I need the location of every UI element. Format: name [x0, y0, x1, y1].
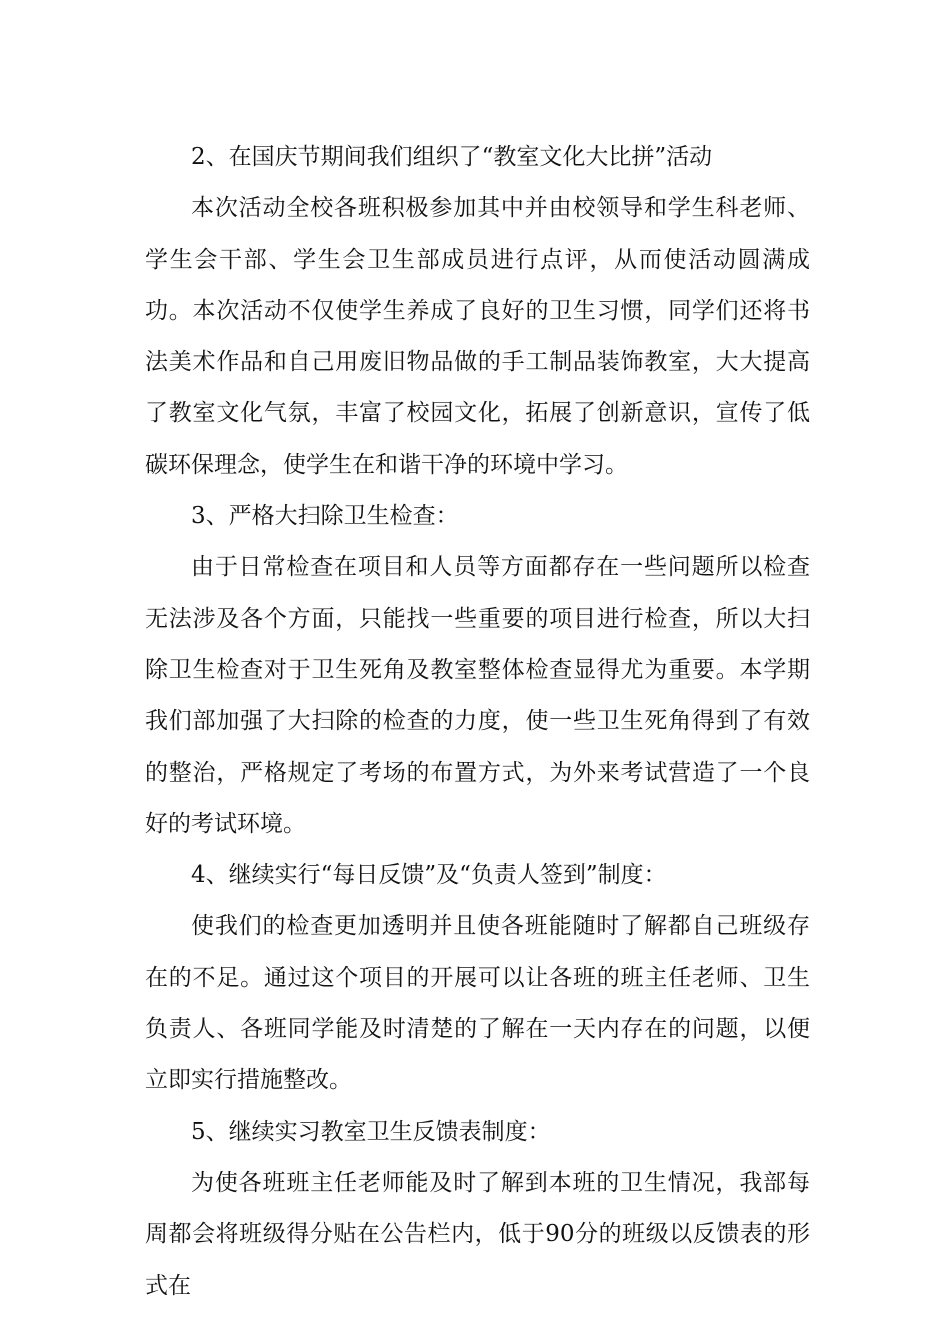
- section-heading-2: 2、在国庆节期间我们组织了“教室文化大比拼”活动: [191, 144, 713, 170]
- body-paragraph: 使我们的检查更加透明并且使各班能随时了解都自己班级存在的不足。通过这个项目的开展可以让各班的班主任老师、卫生负责人、各班同学能及时清楚的了解在一天内存在的问题，以便立即实行措施整改。: [145, 913, 810, 1094]
- document-body: [145, 132, 810, 1312]
- body-paragraph: 本次活动全校各班积极参加其中并由校领导和学生科老师、学生会干部、学生会卫生部成员进行点评，从而使活动圆满成功。本次活动不仅使学生养成了良好的卫生习惯，同学们还将书法美术作品和自己用废旧物品做的手工制品装饰教室，大大提高了教室文化气氛，丰富了校园文化，拓展了创新意识，宣传了低碳环保理念，使学生在和谐干净的环境中学习。: [145, 195, 810, 478]
- section-heading-5: 5、继续实习教室卫生反馈表制度：: [191, 1118, 551, 1145]
- section-heading-4: 4、继续实行“每日反馈”及“负责人签到”制度：: [191, 862, 667, 889]
- section-heading-3: 3、严格大扫除卫生检查：: [191, 503, 459, 530]
- body-paragraph: 由于日常检查在项目和人员等方面都存在一些问题所以检查无法涉及各个方面，只能找一些重要的项目进行检查，所以大扫除卫生检查对于卫生死角及教室整体检查显得尤为重要。本学期我们部加强了大扫除的检查的力度，使一些卫生死角得到了有效的整治，严格规定了考场的布置方式，为外来考试营造了一个良好的考试环境。: [145, 554, 810, 837]
- body-paragraph: 为使各班班主任老师能及时了解到本班的卫生情况，我部每周都会将班级得分贴在公告栏内，低于90分的班级以反馈表的形式在: [145, 1169, 810, 1299]
